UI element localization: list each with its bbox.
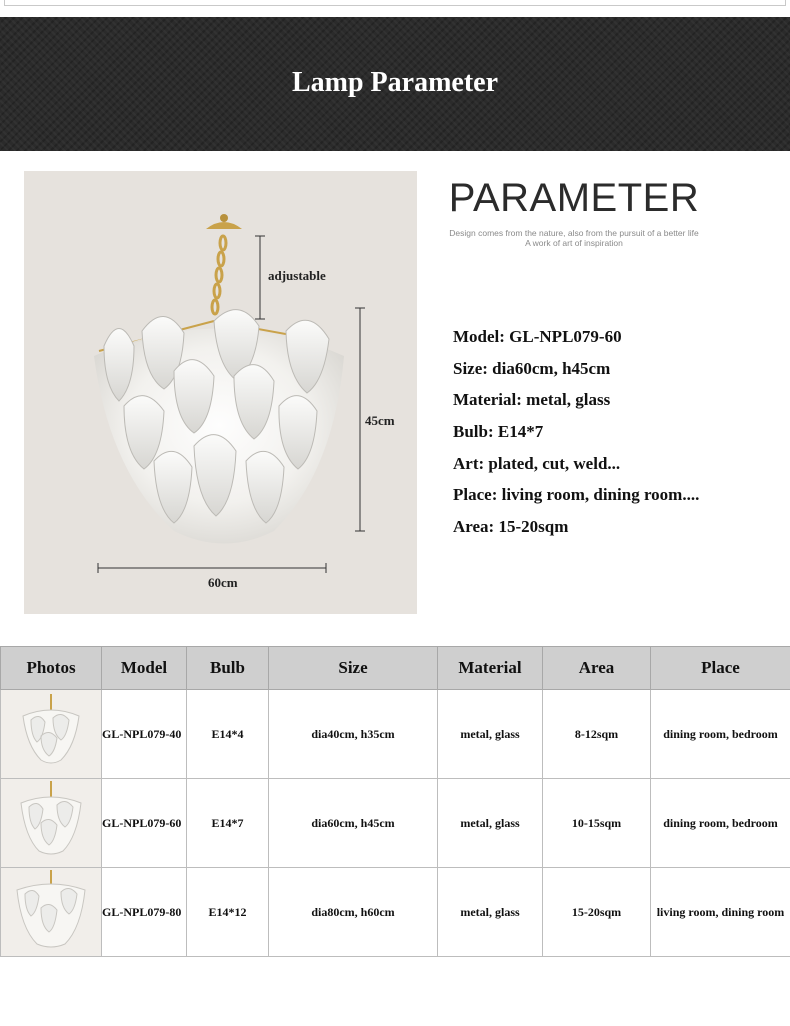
row-thumbnail — [1, 779, 102, 868]
table-row — [1, 868, 790, 957]
cell-material: metal, glass — [438, 690, 543, 779]
spec-material: Material: metal, glass — [453, 390, 611, 410]
cell-model: GL-NPL079-40 — [102, 690, 187, 779]
cell-model: GL-NPL079-80 — [102, 868, 187, 957]
header-model: Model — [102, 647, 187, 690]
cell-size: dia60cm, h45cm — [269, 779, 438, 868]
cell-area: 15-20sqm — [543, 868, 651, 957]
parameter-table — [0, 646, 790, 957]
cell-bulb: E14*12 — [187, 868, 269, 957]
canopy — [206, 222, 242, 229]
spec-art: Art: plated, cut, weld... — [453, 453, 621, 473]
header-photos: Photos — [1, 647, 102, 690]
header-size: Size — [269, 647, 438, 690]
cell-size: dia40cm, h35cm — [269, 690, 438, 779]
parameter-subtitle — [430, 228, 718, 248]
subtitle-line-2: A work of art of inspiration — [525, 238, 623, 248]
cell-area: 10-15sqm — [543, 779, 651, 868]
cell-place: living room, dining room — [651, 868, 790, 957]
header-material: Material — [438, 647, 543, 690]
header-bulb: Bulb — [187, 647, 269, 690]
adjustable-label: adjustable — [268, 268, 326, 283]
banner-title: Lamp Parameter — [291, 67, 499, 98]
cell-place: dining room, bedroom — [651, 779, 790, 868]
header-area: Area — [543, 647, 651, 690]
table-row — [1, 690, 790, 779]
header-place: Place — [651, 647, 790, 690]
width-label: 60cm — [208, 575, 238, 590]
cell-place: dining room, bedroom — [651, 690, 790, 779]
cell-model: GL-NPL079-60 — [102, 779, 187, 868]
adjustable-dimension — [255, 236, 265, 319]
product-photo — [24, 171, 417, 614]
row-thumbnail — [1, 868, 102, 957]
row-thumbnail — [1, 690, 102, 779]
spec-list — [453, 326, 699, 548]
height-label: 45cm — [365, 413, 395, 428]
top-divider — [4, 0, 786, 6]
table-header-row — [1, 647, 790, 690]
cell-area: 8-12sqm — [543, 690, 651, 779]
spec-model: Model: GL-NPL079-60 — [453, 327, 622, 346]
cell-material: metal, glass — [438, 779, 543, 868]
spec-area: Area: 15-20sqm — [453, 517, 569, 537]
top-strip — [0, 0, 790, 17]
subtitle-line-1: Design comes from the nature, also from the pursuit of a better life — [449, 228, 699, 238]
width-dimension — [98, 563, 326, 573]
cell-material: metal, glass — [438, 868, 543, 957]
height-dimension — [355, 308, 365, 531]
spec-place: Place: living room, dining room.... — [453, 485, 700, 505]
banner — [0, 17, 790, 151]
spec-size: Size: dia60cm, h45cm — [453, 358, 611, 378]
cell-bulb: E14*7 — [187, 779, 269, 868]
cell-size: dia80cm, h60cm — [269, 868, 438, 957]
spec-bulb: Bulb: E14*7 — [453, 422, 544, 442]
chain — [212, 236, 226, 314]
chandelier-illustration — [24, 171, 417, 614]
parameter-heading: PARAMETER — [448, 176, 700, 220]
cell-bulb: E14*4 — [187, 690, 269, 779]
table-row — [1, 779, 790, 868]
